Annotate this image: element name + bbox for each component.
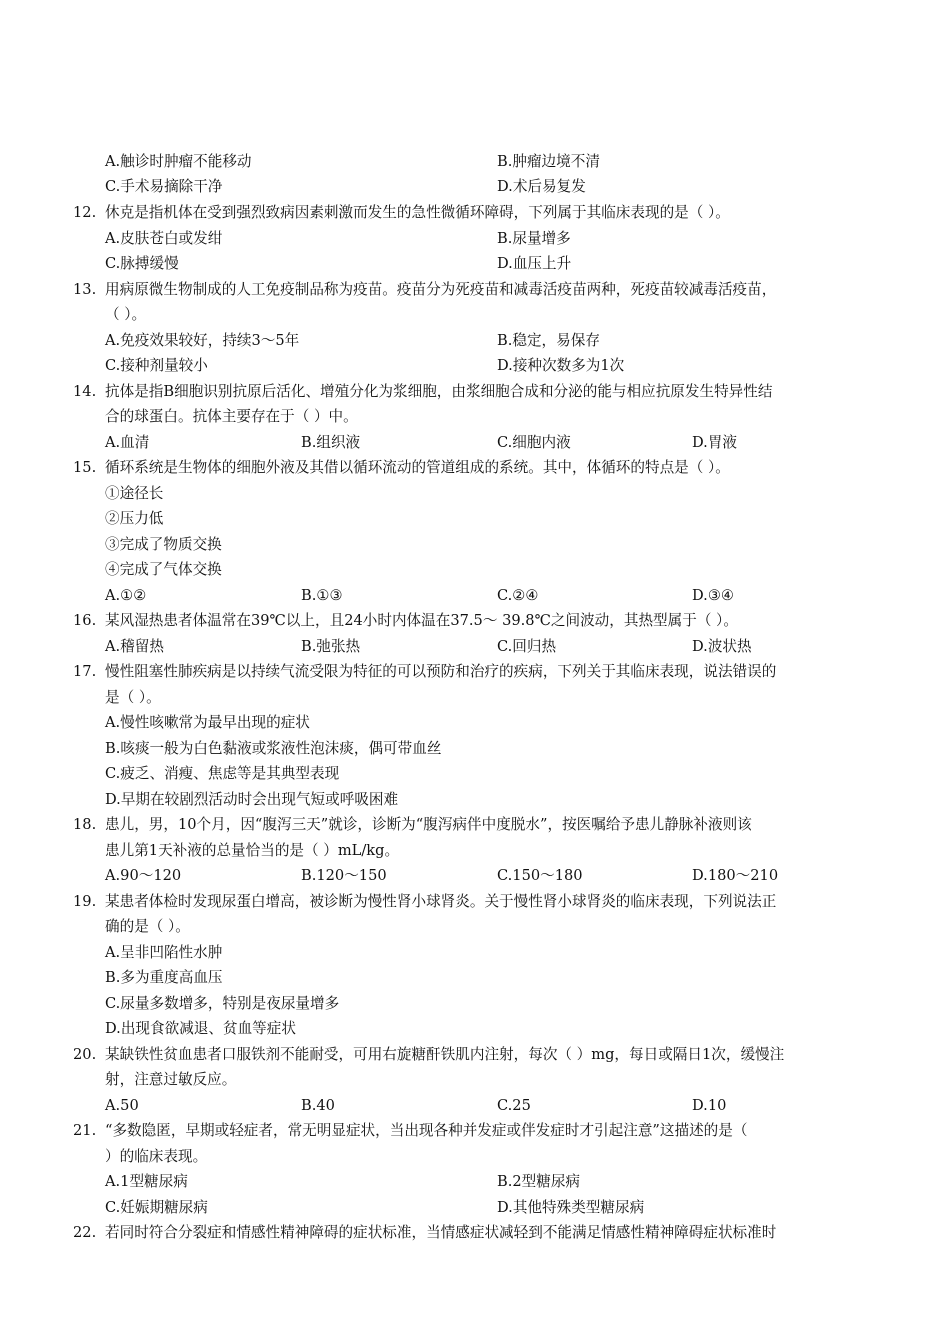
- question-stem: 用病原微生物制成的人工免疫制品称为疫苗。疫苗分为死疫苗和减毒活疫苗两种，死疫苗较减毒活疫苗，: [105, 281, 777, 298]
- question-stem: 某患者体检时发现尿蛋白增高，被诊断为慢性肾小球肾炎。关于慢性肾小球肾炎的临床表现，下列说法正: [105, 893, 777, 910]
- option-a: A.50: [105, 1097, 139, 1114]
- question-stem: 某缺铁性贫血患者口服铁剂不能耐受，可用右旋糖酐铁肌内注射，每次（ ）mg，每日或隔日1次，缓慢注: [105, 1046, 785, 1063]
- question-number: 18.: [73, 816, 97, 833]
- question-stem: “多数隐匿，早期或轻症者，常无明显症状，当出现各种并发症或伴发症时才引起注意”这描述的是（: [105, 1122, 748, 1139]
- option-d: D.血压上升: [497, 255, 572, 272]
- option-c: C.手术易摘除干净: [105, 178, 223, 195]
- statement-item: ①途径长: [105, 485, 164, 502]
- option-c: C.妊娠期糖尿病: [105, 1199, 208, 1216]
- question-number: 14.: [73, 383, 97, 400]
- option-d: D.波状热: [692, 638, 752, 655]
- option-a: A.稽留热: [105, 638, 164, 655]
- option-b: B.2型糖尿病: [497, 1173, 581, 1190]
- question-number: 13.: [73, 281, 97, 298]
- question-stem-continued: （ ）。: [105, 306, 147, 323]
- option-d: D.接种次数多为1次: [497, 357, 625, 374]
- option-b: B.多为重度高血压: [105, 969, 223, 986]
- question-stem-continued: 是（ ）。: [105, 689, 161, 706]
- option-b: B.尿量增多: [497, 230, 571, 247]
- statement-item: ④完成了气体交换: [105, 561, 222, 578]
- option-a: A.皮肤苍白或发绀: [105, 230, 223, 247]
- option-d: D.胃液: [692, 434, 738, 451]
- option-c: C.接种剂量较小: [105, 357, 208, 374]
- question-number: 12.: [73, 204, 97, 221]
- option-c: C.细胞内液: [497, 434, 571, 451]
- option-a: A.1型糖尿病: [105, 1173, 188, 1190]
- option-b: B.弛张热: [301, 638, 361, 655]
- question-number: 22.: [73, 1224, 97, 1241]
- question-stem-continued: 合的球蛋白。抗体主要存在于（ ）中。: [105, 408, 358, 425]
- option-c: C.回归热: [497, 638, 557, 655]
- question-number: 16.: [73, 612, 97, 629]
- option-a: A.触诊时肿瘤不能移动: [105, 153, 252, 170]
- question-stem-continued: 射，注意过敏反应。: [105, 1071, 237, 1088]
- option-a: A.呈非凹陷性水肿: [105, 944, 223, 961]
- option-a: A.①②: [105, 587, 147, 604]
- option-d: D.早期在较剧烈活动时会出现气短或呼吸困难: [105, 791, 399, 808]
- option-c: C.疲乏、消瘦、焦虑等是其典型表现: [105, 765, 340, 782]
- option-c: C.脉搏缓慢: [105, 255, 179, 272]
- question-stem: 休克是指机体在受到强烈致病因素刺激而发生的急性微循环障碍，下列属于其临床表现的是（ ）。: [105, 204, 730, 221]
- option-a: A.血清: [105, 434, 150, 451]
- question-stem: 抗体是指B细胞识别抗原后活化、增殖分化为浆细胞，由浆细胞合成和分泌的能与相应抗原发生特异性结: [105, 383, 773, 400]
- question-number: 20.: [73, 1046, 97, 1063]
- question-number: 19.: [73, 893, 97, 910]
- option-d: D.10: [692, 1097, 727, 1114]
- question-stem: 患儿，男，10个月，因“腹泻三天”就诊，诊断为“腹泻病伴中度脱水”，按医嘱给予患儿静脉补液则该: [105, 816, 752, 833]
- question-number: 21.: [73, 1122, 97, 1139]
- option-d: D.③④: [692, 587, 734, 604]
- option-d: D.出现食欲减退、贫血等症状: [105, 1020, 296, 1037]
- option-a: A.免疫效果较好，持续3～5年: [105, 332, 300, 349]
- question-stem-continued: 确的是（ ）。: [105, 918, 190, 935]
- option-d: D.术后易复发: [497, 178, 586, 195]
- question-number: 15.: [73, 459, 97, 476]
- option-c: C.尿量多数增多，特别是夜尿量增多: [105, 995, 340, 1012]
- statement-item: ③完成了物质交换: [105, 536, 222, 553]
- option-b: B.40: [301, 1097, 335, 1114]
- question-stem-continued: 患儿第1天补液的总量恰当的是（ ）mL/kg。: [105, 842, 400, 859]
- option-b: B.①③: [301, 587, 343, 604]
- option-c: C.②④: [497, 587, 539, 604]
- option-b: B.120～150: [301, 867, 387, 884]
- option-c: C.25: [497, 1097, 531, 1114]
- question-stem: 若同时符合分裂症和情感性精神障碍的症状标准，当情感症状减轻到不能满足情感性精神障碍症状标准时: [105, 1224, 777, 1241]
- option-d: D.其他特殊类型糖尿病: [497, 1199, 645, 1216]
- option-d: D.180～210: [692, 867, 779, 884]
- question-stem: 循环系统是生物体的细胞外液及其借以循环流动的管道组成的系统。其中，体循环的特点是（ ）。: [105, 459, 730, 476]
- question-stem: 某风湿热患者体温常在39℃以上，且24小时内体温在37.5～ 39.8℃之间波动，其热型属于（ ）。: [105, 612, 738, 629]
- option-b: B.肿瘤边境不清: [497, 153, 600, 170]
- option-b: B.稳定，易保存: [497, 332, 600, 349]
- question-number: 17.: [73, 663, 97, 680]
- question-stem: 慢性阻塞性肺疾病是以持续气流受限为特征的可以预防和治疗的疾病，下列关于其临床表现，说法错误的: [105, 663, 777, 680]
- option-a: A.慢性咳嗽常为最早出现的症状: [105, 714, 310, 731]
- option-a: A.90～120: [105, 867, 182, 884]
- option-b: B.组织液: [301, 434, 361, 451]
- option-c: C.150～180: [497, 867, 583, 884]
- statement-item: ②压力低: [105, 510, 164, 527]
- option-b: B.咳痰一般为白色黏液或浆液性泡沫痰，偶可带血丝: [105, 740, 442, 757]
- question-stem-continued: ）的临床表现。: [105, 1148, 208, 1165]
